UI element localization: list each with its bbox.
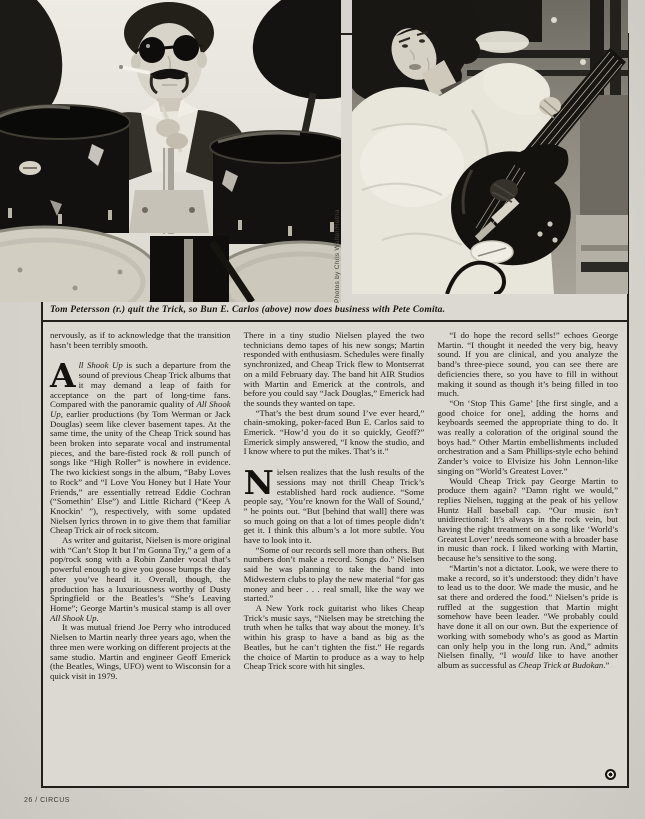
dropcap-letter: A bbox=[50, 356, 76, 396]
paragraph: nervously, as if to acknowledge that the transition hasn’t been terribly smooth. bbox=[50, 330, 231, 350]
drummer-illustration bbox=[0, 0, 341, 302]
photo-drummer bbox=[0, 0, 341, 302]
paragraph-dropcap: All Shook Up is such a departure from the sound of previous Cheap Trick albums that it may demand a leap of faith for acceptance on the part of long-time fans. Compared with the panoramic quality of All Shook Up, earlier productions (by Tom Werman or Jack Douglas) seem like clever basement tapes. At the same time, the unity of the Cheap Trick sound has been broken into separate vocal and instrumental pieces, and the bare-fisted rock & roll punch of songs like “High Roller” is nowhere in evidence. The two kickiest songs in the album, “Baby Loves to Rock” and “I Love You Honey but I Hate Your Friends,” are essentially retread Eddie Cochran (“Somethin’ Else”) and Little Richard (“Keep A Knockin’ ”), respectively, with some updated Nielsen lyrics thrown in to give them that familiar Cheap Trick air of rock sitcom. bbox=[50, 356, 231, 536]
caption-divider-rule bbox=[41, 320, 629, 322]
paragraph: As writer and guitarist, Nielsen is more original with “Can’t Stop It but I’m Gonna Try,” a gem of a pop/rock song with a Robin Zander vocal that’s powerful enough to give you goose bumps the day after you’ve heard it. Overall, though, the production has a luxuriousness worthy of Dusty Springfield or the Beatles’s “She’s Leaving Home”; George Martin’s musical stamp is all over All Shook Up. bbox=[50, 535, 231, 623]
photo-credit: Photos by Chris Walter/Retna bbox=[334, 209, 341, 303]
paragraph: Would Cheap Trick pay George Martin to produce them again? “Damn right we would,” replies Nielsen, tugging at the peak of his yellow Huntz Hall baseball cap. “Our music isn’t unidirectional: It’s always in the rock vein, but having the right treatment on a song like ‘World’s Greatest Lover’ needs someone with a broader base in music than rock. I liked working with Martin, because he’s sensitive to the song. bbox=[437, 475, 618, 564]
paragraph: A New York rock guitarist who likes Cheap Trick’s music says, “Nielsen may be stretching the truth when he talks that way about the money. It’s within his grasp to have a band as big as the Beatles, but he can’t tighten the fist.” He regards the choice of Martin to produce as a way to help Cheap Trick score with hit singles. bbox=[243, 602, 425, 672]
bassist-illustration bbox=[352, 0, 628, 294]
photo-caption: Tom Petersson (r.) quit the Trick, so Bun E. Carlos (above) now does business with Pete Comita. bbox=[50, 305, 446, 315]
paragraph: It was mutual friend Joe Perry who introduced Nielsen to Martin nearly three years ago, when the three men were working on different projects at the same studio. Martin and engineer Geoff Emerick (the Beatles, Wings, UFO) went to Wisconsin for a quick visit in 1979. bbox=[50, 622, 231, 681]
paragraph: “On ‘Stop This Game’ [the first single, and a good choice for one], adding the horns and keyboards seemed the appropriate thing to do. It was really a coloration of the original sound the boys had.” Other Martin embellishments included orchestration and a Sam Phillips-style echo behind Zander’s voice to Elvisize his John Lennon-like singing on “World’s Greatest Lover.” bbox=[437, 397, 618, 476]
page-number: 26 / CIRCUS bbox=[24, 797, 70, 804]
dropcap-letter: N bbox=[243, 463, 274, 503]
paragraph: “Some of our records sell more than others. But numbers don’t make a record. Songs do.” Nielsen said he was planning to take the band into Midwestern clubs to play the new material “for gas money and beer . . . real small, like the way we started.” bbox=[243, 544, 425, 604]
paragraph: There in a tiny studio Nielsen played the two technicians demo tapes of his new songs; Martin responded with enthusiasm. Schedules were finally synchronized, and Cheap Trick flew to Montserrat on a mild February day. The band hit AIR Studios with Martin and Emerick at the controls, and before you could say “Jack Douglas,” Emerick had the sounds they wanted on tape. bbox=[243, 330, 425, 408]
article-column-3 bbox=[437, 331, 618, 780]
paragraph: “Martin’s not a dictator. Look, we were there to make a record, so it’s understood: they didn’t have to lead us to the door. We made the music, and he sat there and ordered the food.” Nielsen’s pride is ruffled at the suggestion that Martin might somehow have been leader. “We probably could have done it all on our own. But the experience of working with somebody who’s as good as Martin can only help you in the long run. And,” admits Nielsen finally, “I would like to have another album as successful as Cheap Trick at Budokan.” bbox=[437, 562, 618, 670]
paragraph: “I do hope the record sells!” echoes George Martin. “I thought it needed the very big, heavy sound. If you are clinical, and you analyze the band’s three-piece sound, you can see there are deficiencies there, so you have to fill in without making it sound as though it’s being filled in too much. bbox=[437, 330, 618, 399]
paragraph-dropcap: Nielsen realizes that the lush results of the sessions may not thrill Cheap Trick’s established hard rock audience. “Some people say, ‘You’re known for the Wall of Sound,’ ” he points out. “But [behind that wall] there was so much going on that a lot of times people didn’t get it. I think this album’s a lot more subtle. You have to look into it. bbox=[243, 463, 425, 546]
paragraph: “That’s the best drum sound I’ve ever heard,” chain-smoking, poker-faced Bun E. Carlos said to Emerick. “How’d you do it so quickly, Geoff?” Emerick simply answered, “I know the studio, and I know where to put the mikes. That’s it.” bbox=[243, 407, 425, 457]
article-column-1 bbox=[50, 331, 231, 780]
article-body bbox=[50, 331, 618, 780]
article-column-2 bbox=[244, 331, 425, 780]
photo-bassist bbox=[352, 0, 628, 294]
end-of-article-mark bbox=[605, 769, 616, 780]
